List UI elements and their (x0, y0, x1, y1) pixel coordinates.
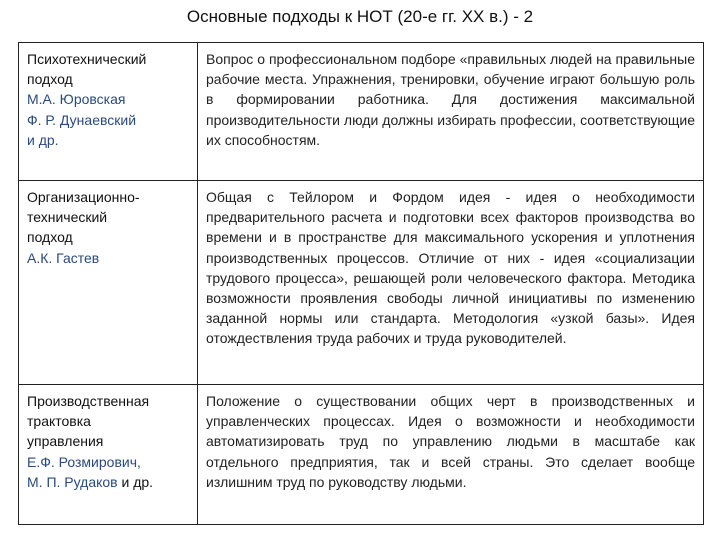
approaches-table (18, 42, 704, 525)
approach-name-line: технический (27, 209, 108, 226)
author-suffix: и др. (27, 131, 59, 148)
approach-name-line: Психотехнический (27, 51, 147, 67)
author-line (27, 472, 189, 492)
table-row (19, 385, 704, 525)
page-title: Основные подходы к НОТ (20-е гг. XX в.) - 2 (186, 7, 534, 26)
approach-cell (19, 385, 198, 525)
approach-name-line: Организационно- (27, 189, 140, 205)
table-row (19, 181, 704, 385)
description-cell: Положение о существовании общих черт в производственных и управленческих процессах. Идея о возможности и необходимости автоматизировать труд по управлению людьми в масштабе как отдельного предприятия, так и всей страны. Это сделает вообще излишним труд по руководству людьми. (198, 385, 704, 525)
approach-name-line: управления (27, 433, 104, 450)
description-cell: Общая с Тейлором и Фордом идея - идея о необходимости предварительного расчета и подготовки всех факторов производства во времени и в пространстве для максимального ускорения и уплотнения производственных процессов. Отличие от них - идея «социализации трудового процесса», решающей роли человеческого фактора. Методика возможности проявления свободы личной инициативы по изменению заданной нормы или стандарта. Методология «узкой базы». Идея отождествления труда рабочих и труда руководителей. (198, 181, 704, 385)
description-cell: Вопрос о профессиональном подборе «правильных людей на правильные рабочие места. Упражнения, тренировки, обучение играют большую роль в формировании работника. Для достижения максимальной производительности люди должны избирать профессии, соответствующие их способностям. (198, 43, 704, 181)
author-name: М.А. Юровская (27, 91, 126, 108)
author-name: А.К. Гастев (27, 249, 100, 266)
approach-name-line: трактовка (27, 413, 91, 430)
author-name: М. П. Рудаков (27, 473, 118, 490)
approach-name-line: подход (27, 229, 73, 246)
approach-cell (19, 43, 198, 181)
approach-name-line: подход (27, 71, 73, 88)
author-suffix: и др. (117, 473, 154, 490)
table-row (19, 43, 704, 181)
approach-cell (19, 181, 198, 385)
author-name: Ф. Р. Дунаевский (27, 111, 137, 128)
approach-name-line: Производственная (27, 393, 150, 409)
author-name: Е.Ф. Розмирович, (27, 453, 141, 470)
